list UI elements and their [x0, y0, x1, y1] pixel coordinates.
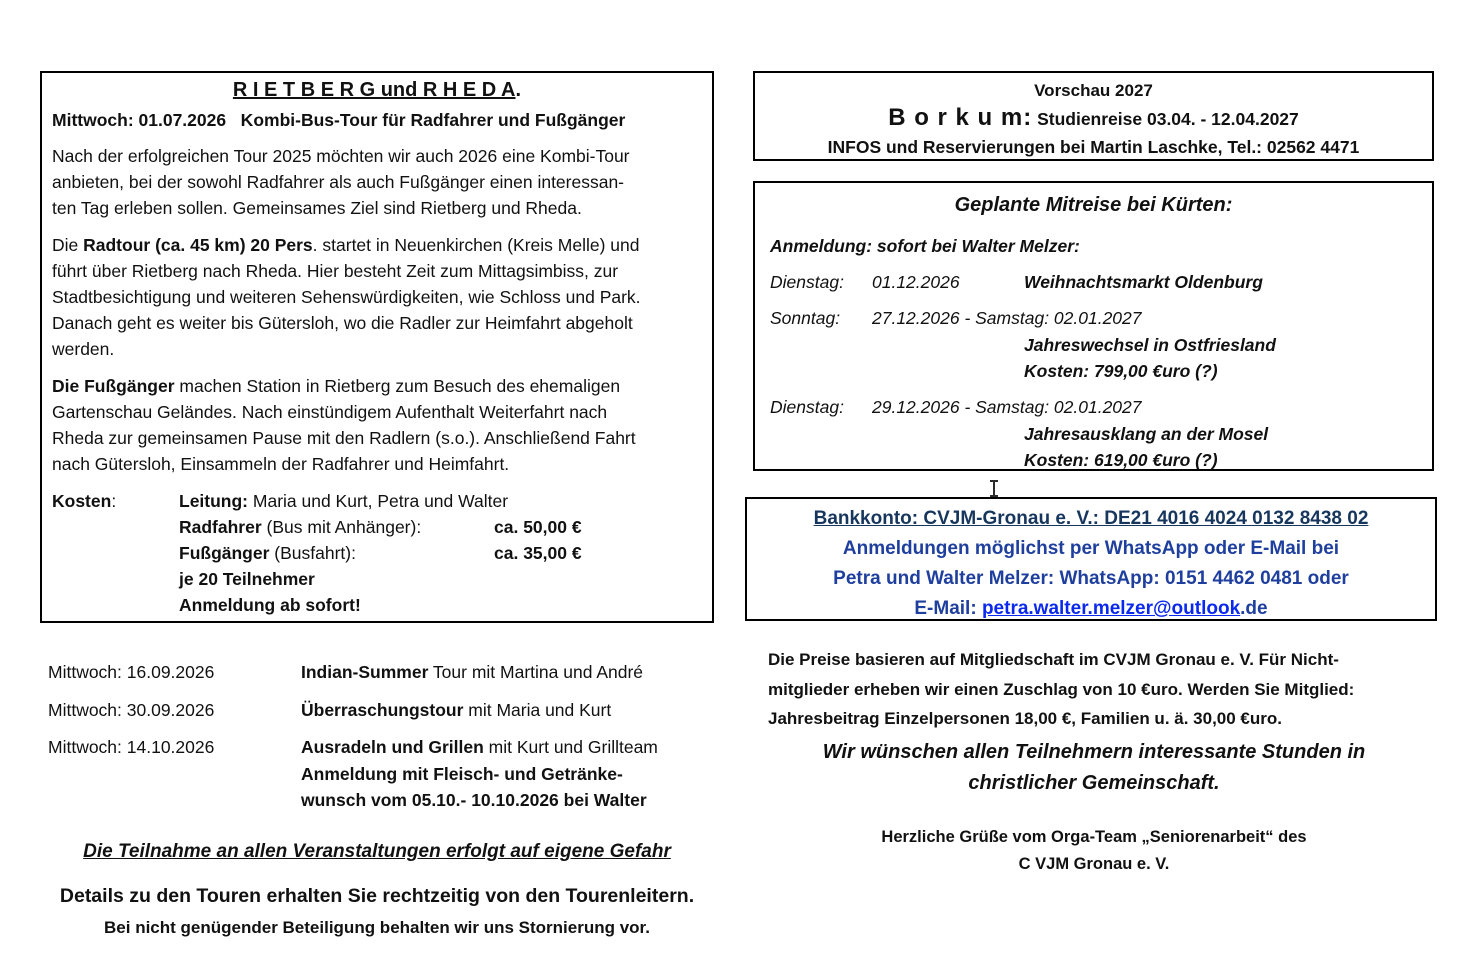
tour-desc: Ausradeln und Grillen mit Kurt und Grillteam Anmeldung mit Fleisch- und Getränke- wunsch vom 05.10.- 10.10.2026 bei Walter: [301, 737, 658, 810]
kosten-anmeldung: Anmeldung ab sofort!: [179, 595, 361, 615]
rietberg-paragraph-radtour: Die Radtour (ca. 45 km) 20 Pers. startet in Neuenkirchen (Kreis Melle) und führt über Rietberg nach Rheda. Hier besteht Zeit zum Mittagsimbiss, zur Stadtbesichtigung und weiteren Sehenswürdigkeiten, wie Schloss und Park. Danach geht es weiter bis Gütersloh, wo die Radler zur Heimfahrt abgeholt werden.: [52, 235, 641, 359]
tour-schedule-list: [48, 659, 658, 825]
tour-row-ausradeln: [48, 734, 658, 814]
kosten-block: [52, 488, 702, 618]
vorschau-2027-box: [753, 71, 1434, 161]
tour-row-ueberraschung: [48, 697, 658, 724]
mitreise-day: Dienstag:: [770, 272, 844, 292]
rietberg-paragraph-intro: Nach der erfolgreichen Tour 2025 möchten wir auch 2026 eine Kombi-Tour anbieten, bei der sowohl Radfahrer als auch Fußgänger einen interessan- ten Tag erleben sollen. Gemeinsames Ziel sind Rietberg und Rheda.: [52, 146, 630, 218]
preise-paragraph: Die Preise basieren auf Mitgliedschaft im CVJM Gronau e. V. Für Nicht- mitglieder erheben wir einen Zuschlag von 10 €uro. Werden Sie Mitglied: Jahresbeitrag Einzelpersonen 18,00 €, Familien u. ä. 30,00 €uro.: [768, 650, 1355, 728]
mitreise-day: Sonntag:: [770, 308, 841, 328]
mitreise-anmeldung: Anmeldung: sofort bei Walter Melzer:: [770, 236, 1080, 256]
kosten-radfahrer: Radfahrer (Bus mit Anhänger): ca. 50,00 €: [179, 517, 582, 537]
bankkonto-box: [745, 497, 1437, 621]
mitreise-date: 27.12.2026 - Samstag: 02.01.2027: [872, 308, 1142, 328]
details-note: Details zu den Touren erhalten Sie rechtzeitig von den Tourenleitern.: [59, 885, 695, 907]
mitreise-title: Geplante Mitreise bei Kürten:: [954, 194, 1233, 216]
vorschau-title: Vorschau 2027: [1034, 81, 1153, 100]
rietberg-box-subtitle: Mittwoch: 01.07.2026 Kombi-Bus-Tour für Radfahrer und Fußgänger: [52, 110, 626, 130]
rietberg-paragraph-fussgaenger: Die Fußgänger machen Station in Rietberg zum Besuch des ehemaligen Gartenschau Geländes. Nach einstündigem Aufenthalt Weiterfahrt nach Rheda zur gemeinsamen Pause mit den Radlern (s.o.). Anschließend Fahrt nach Gütersloh, Einsammeln der Radfahrer und Heimfahrt.: [52, 376, 636, 474]
mitreise-event: Jahresausklang an der Mosel: [1024, 424, 1269, 444]
ibeam-stem: [993, 482, 995, 495]
mitreise-event: Weihnachtsmarkt Oldenburg: [1024, 272, 1263, 292]
mitreise-day: Dienstag:: [770, 397, 844, 417]
tour-desc: Indian-Summer Tour mit Martina und André: [301, 662, 644, 682]
infos-line: INFOS und Reservierungen bei Martin Laschke, Tel.: 02562 4471: [827, 137, 1360, 157]
mitreise-row-oldenburg: [770, 272, 1263, 293]
greeting-paragraph: Herzliche Grüße vom Orga-Team „Seniorenarbeit“ des C VJM Gronau e. V.: [881, 828, 1307, 873]
anmeldung-whatsapp-line: Anmeldungen möglichst per WhatsApp oder E-Mail bei: [842, 538, 1340, 559]
mitreise-row-ostfriesland: [770, 308, 1142, 329]
bankkonto-iban-line: Bankkonto: CVJM-Gronau e. V.: DE21 4016 4024 0132 8438 02: [813, 508, 1369, 529]
email-line: [747, 594, 1435, 624]
mitreise-date: 29.12.2026 - Samstag: 02.01.2027: [872, 397, 1142, 417]
tour-desc: Überraschungstour mit Maria und Kurt: [301, 699, 612, 720]
kosten-lines: [179, 488, 702, 618]
kosten-fussgaenger: Fußgänger (Busfahrt): ca. 35,00 €: [179, 543, 582, 563]
borkum-line: B o r k u m: Studienreise 03.04. - 12.04.2027: [888, 104, 1299, 131]
tour-row-indian-summer: [48, 659, 658, 686]
stornierung-note: Bei nicht genügender Beteiligung behalten wir uns Stornierung vor.: [104, 918, 650, 937]
melzer-whatsapp-line: Petra und Walter Melzer: WhatsApp: 0151 4462 0481 oder: [833, 568, 1349, 589]
disclaimer-gefahr: Die Teilnahme an allen Veranstaltungen erfolgt auf eigene Gefahr: [83, 841, 671, 862]
mitreise-event: Jahreswechsel in Ostfriesland: [1024, 335, 1276, 355]
rietberg-rheda-box: [40, 71, 714, 623]
mitreise-row-mosel: [770, 397, 1142, 418]
kosten-teilnehmer: je 20 Teilnehmer: [179, 569, 315, 589]
email-link[interactable]: E-Mail: petra.walter.melzer@outlook.de: [914, 598, 1268, 619]
tour-date: Mittwoch: 30.09.2026: [48, 699, 215, 720]
mitreise-kosten: Kosten: 619,00 €uro (?): [1024, 450, 1218, 470]
mitreise-kosten: Kosten: 799,00 €uro (?): [1024, 361, 1218, 381]
tour-date: Mittwoch: 14.10.2026: [48, 737, 215, 757]
rietberg-box-title: R I E T B E R G und R H E D A.: [232, 79, 522, 101]
mitreise-kuerten-box: [753, 181, 1434, 471]
kosten-leitung: Leitung: Maria und Kurt, Petra und Walter: [179, 491, 509, 511]
mitreise-date: 01.12.2026: [872, 272, 960, 292]
tour-date: Mittwoch: 16.09.2026: [48, 662, 215, 682]
kosten-label: Kosten:: [52, 491, 117, 511]
wish-paragraph: Wir wünschen allen Teilnehmern interessante Stunden in christlicher Gemeinschaft.: [822, 741, 1366, 794]
text-cursor-ibeam: [989, 480, 999, 497]
